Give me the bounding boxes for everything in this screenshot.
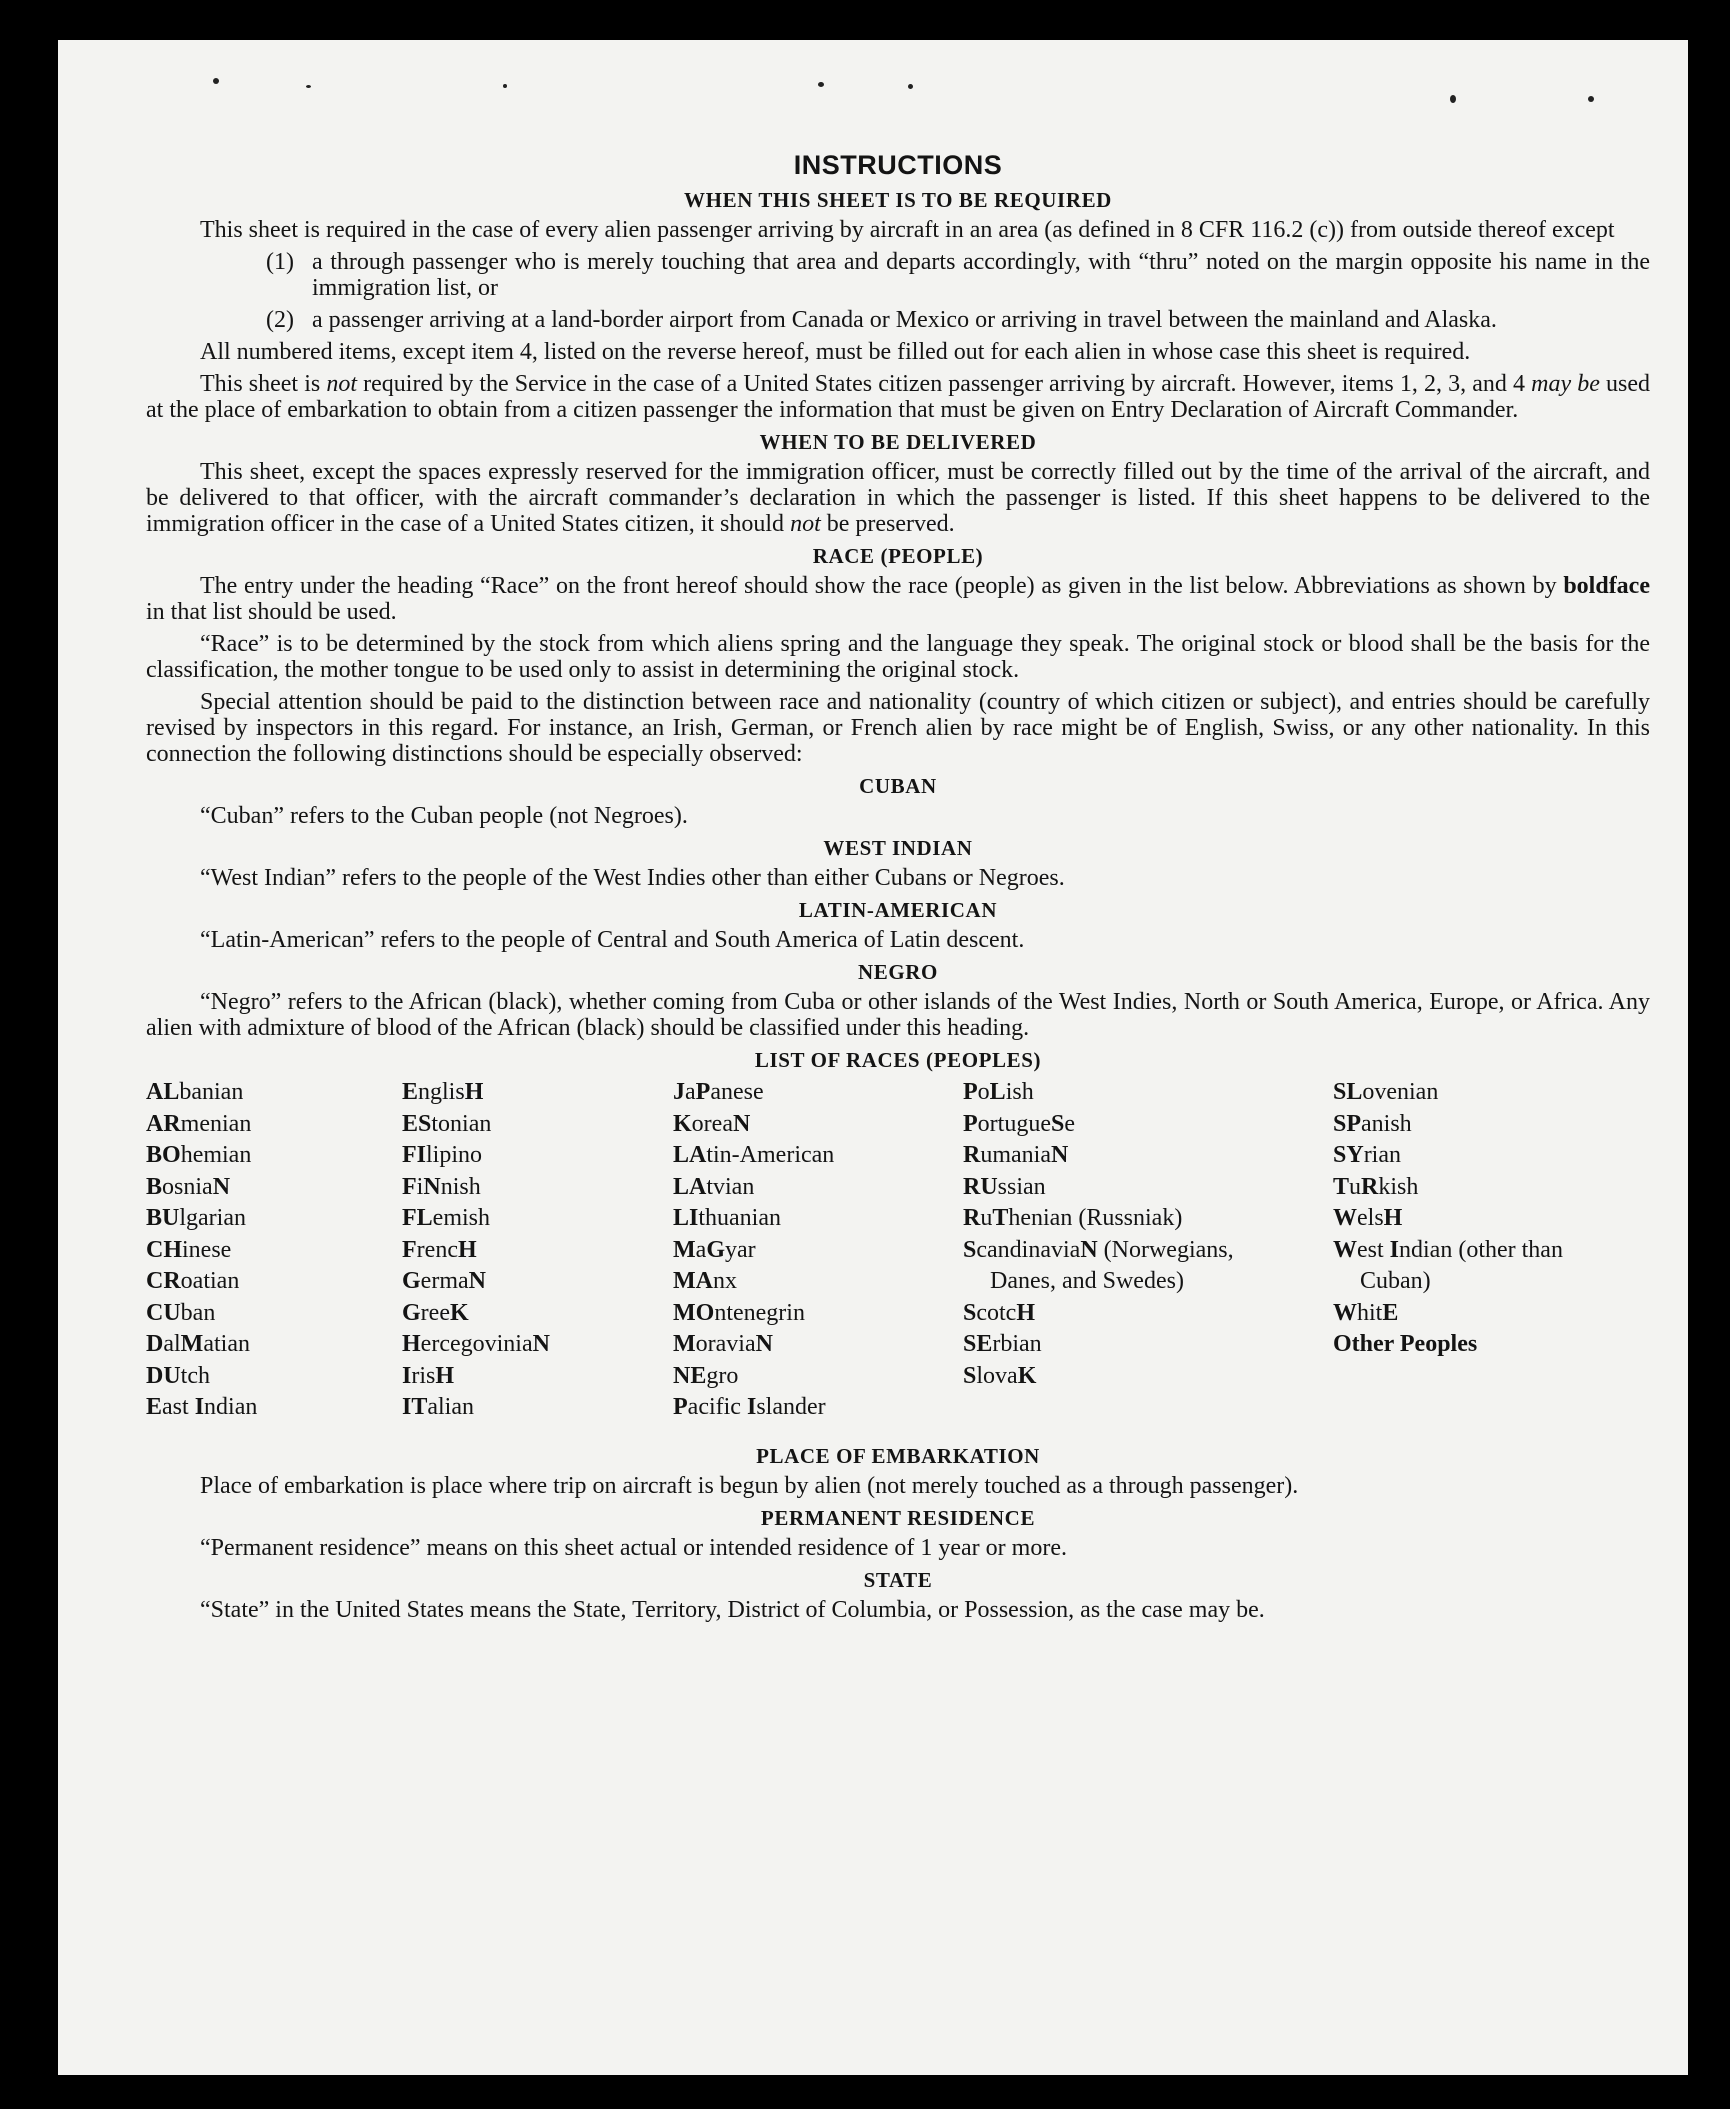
race-name-part: ovenian — [1362, 1079, 1439, 1105]
race-abbreviation: DU — [146, 1362, 181, 1389]
race-abbreviation: L — [989, 1079, 1006, 1105]
race-name-part: yar — [724, 1236, 756, 1263]
race-abbreviation: D — [146, 1331, 164, 1357]
exception-item-2 — [266, 307, 1650, 333]
race-name-part: umania — [980, 1142, 1051, 1168]
race-name-part: (Norwegians, Danes, and Swedes) — [990, 1236, 1234, 1294]
race-abbreviation: T — [992, 1205, 1009, 1231]
race-name-part: lgarian — [179, 1205, 246, 1231]
item-text: a passenger arriving at a land-border airport from Canada or Mexico or arriving in travel between the mainland and Alaska. — [312, 307, 1497, 333]
race-entry — [963, 1140, 1263, 1172]
heading-cuban: CUBAN — [859, 774, 937, 798]
race-abbreviation: AR — [146, 1110, 181, 1137]
race-name-part: lipino — [426, 1142, 483, 1168]
race-abbreviation: SE — [963, 1331, 993, 1357]
race-name-part: gro — [706, 1362, 739, 1389]
race-abbreviation: H — [1383, 1205, 1403, 1231]
race-name-part: atian — [203, 1331, 250, 1357]
race-abbreviation: CU — [146, 1299, 181, 1326]
race-column — [1333, 1077, 1593, 1361]
instructions-body — [146, 110, 1650, 1629]
race-abbreviation: K — [449, 1299, 469, 1326]
race-name-part: o — [977, 1079, 990, 1105]
race-entry — [146, 1203, 386, 1235]
race-abbreviation: CR — [146, 1268, 181, 1294]
race-abbreviation: N — [532, 1331, 550, 1357]
item-text: a through passenger who is merely touching that area and departs accordingly, with “thru” noted on the margin opposite his name in the immigration list, or — [312, 249, 1650, 301]
speck — [503, 84, 507, 88]
race-abbreviation: H — [402, 1331, 421, 1357]
race-entry — [673, 1235, 953, 1267]
race-entry — [402, 1203, 662, 1235]
race-abbreviation: E — [146, 1394, 163, 1420]
race-abbreviation: I — [746, 1394, 757, 1420]
race-entry — [146, 1172, 386, 1204]
race-abbreviation: S — [1050, 1110, 1065, 1137]
race-entry — [673, 1361, 953, 1393]
race-abbreviation: N — [1050, 1142, 1069, 1168]
race-column — [402, 1077, 662, 1424]
race-entry — [402, 1298, 662, 1330]
race-abbreviation: H — [464, 1079, 484, 1105]
document-sheet — [58, 40, 1688, 2075]
race-abbreviation: S — [963, 1236, 977, 1263]
race-name-part: i — [416, 1173, 424, 1200]
race-entry — [402, 1077, 662, 1109]
race-abbreviation: SL — [1333, 1079, 1363, 1105]
race-name-part: els — [1357, 1205, 1384, 1231]
race-entry — [1333, 1298, 1593, 1330]
speck — [908, 84, 913, 89]
race-abbreviation: MO — [673, 1299, 715, 1326]
race-abbreviation: G — [402, 1299, 421, 1326]
race-abbreviation: MA — [673, 1268, 713, 1294]
race-name-part: menian — [180, 1110, 252, 1137]
race-abbreviation: CH — [146, 1236, 182, 1263]
race-name-part: a — [685, 1079, 696, 1105]
heading-latin-american: LATIN-AMERICAN — [798, 898, 998, 922]
race-abbreviation: N — [1080, 1236, 1098, 1263]
race-abbreviation: H — [435, 1362, 455, 1389]
race-name-part: erma — [420, 1268, 469, 1294]
race-name-part: oravia — [695, 1331, 756, 1357]
race-name-part: nglis — [418, 1079, 465, 1105]
heading-when-required: WHEN THIS SHEET IS TO BE REQUIRED — [684, 188, 1112, 212]
race-column — [146, 1077, 386, 1424]
race-entry — [402, 1235, 662, 1267]
race-name-part: tvian — [706, 1173, 755, 1200]
race-entry — [146, 1266, 386, 1298]
race-name-part: rbian — [992, 1331, 1042, 1357]
race-abbreviation: RU — [963, 1173, 998, 1200]
race-entry — [146, 1298, 386, 1330]
race-entry — [1333, 1172, 1593, 1204]
speck — [818, 82, 824, 87]
race-abbreviation: T — [1333, 1173, 1350, 1200]
race-entry — [402, 1109, 662, 1141]
race-abbreviation: P — [963, 1110, 978, 1137]
race-name-part: banian — [179, 1079, 244, 1105]
race-abbreviation: ES — [402, 1110, 432, 1137]
paragraph-race-definition: “Race” is to be determined by the stock from which aliens spring and the language they speak. The original stock or blood shall be the basis for the classification, the mother tongue to be used only to assist in determining the original stock. — [146, 631, 1650, 683]
race-entry — [963, 1203, 1263, 1235]
race-entry — [1333, 1235, 1593, 1298]
race-entry — [673, 1329, 953, 1361]
race-abbreviation: E — [1382, 1299, 1399, 1326]
speck — [1450, 95, 1456, 103]
race-name-part: ndian (other than Cuban) — [1360, 1236, 1563, 1294]
race-name-part: ban — [180, 1299, 216, 1326]
race-abbreviation: E — [402, 1079, 419, 1105]
race-abbreviation: BU — [146, 1205, 180, 1231]
race-entry — [673, 1203, 953, 1235]
heading-permanent-residence: PERMANENT RESIDENCE — [760, 1506, 1036, 1530]
race-name-part: u — [1349, 1173, 1362, 1200]
race-column — [673, 1077, 953, 1424]
race-name-part: emish — [432, 1205, 490, 1231]
heading-race: RACE (PEOPLE) — [812, 544, 984, 568]
race-abbreviation: SY — [1333, 1142, 1364, 1168]
race-name-part: lova — [976, 1362, 1018, 1389]
race-entry — [402, 1266, 662, 1298]
race-abbreviation: R — [963, 1142, 981, 1168]
race-abbreviation: LA — [673, 1173, 707, 1200]
race-entry — [1333, 1109, 1593, 1141]
race-abbreviation: P — [963, 1079, 978, 1105]
race-name-part: orea — [691, 1110, 733, 1137]
race-abbreviation: M — [673, 1236, 696, 1263]
race-name-part: a — [695, 1236, 707, 1263]
race-abbreviation: BO — [146, 1142, 181, 1168]
heading-place-of-embarkation: PLACE OF EMBARKATION — [756, 1444, 1040, 1468]
race-entry — [146, 1392, 386, 1424]
race-entry — [146, 1077, 386, 1109]
paragraph-distinction: Special attention should be paid to the distinction between race and nationality (country of which citizen or subject), and entries should be carefully revised by inspectors in this regard. For instance, an Irish, German, or French alien by race might be of English, Swiss, or any other nationality. In this connection the following distinctions should be especially observed: — [146, 689, 1650, 767]
race-abbreviation: FL — [402, 1205, 433, 1231]
race-name-part: tin-American — [706, 1142, 835, 1168]
race-abbreviation: F — [402, 1236, 417, 1263]
race-entry — [402, 1140, 662, 1172]
race-entry — [1333, 1329, 1593, 1361]
race-entry — [673, 1109, 953, 1141]
race-name-part: cotc — [976, 1299, 1017, 1326]
race-abbreviation: N — [755, 1331, 773, 1357]
race-entry — [1333, 1203, 1593, 1235]
race-name-part: ree — [420, 1299, 450, 1326]
race-abbreviation: R — [1361, 1173, 1379, 1200]
race-entry — [146, 1235, 386, 1267]
race-entry — [402, 1329, 662, 1361]
race-entry — [963, 1077, 1263, 1109]
race-abbreviation: Other Peoples — [1333, 1331, 1478, 1357]
paragraph-citizen: This sheet is not required by the Service in the case of a United States citizen passenger arriving by aircraft. However, items 1, 2, 3, and 4 may be used at the place of embarkation to obtain from a citizen passenger the information that must be given on Entry Declaration of Aircraft Commander. — [146, 371, 1650, 423]
item-number: (1) — [266, 249, 294, 275]
race-abbreviation: W — [1333, 1205, 1357, 1231]
race-entry — [963, 1109, 1263, 1141]
speck — [1588, 96, 1594, 102]
race-entry — [673, 1172, 953, 1204]
race-name-part: ortugue — [977, 1110, 1051, 1137]
paragraph-numbered-items: All numbered items, except item 4, listed on the reverse hereof, must be filled out for each alien in whose case this sheet is required. — [200, 339, 1471, 365]
race-abbreviation: N — [468, 1268, 486, 1294]
race-entry — [673, 1392, 953, 1424]
race-entry — [963, 1235, 1263, 1298]
race-entry — [146, 1140, 386, 1172]
race-name-part: e — [1064, 1110, 1075, 1137]
race-entry — [1333, 1077, 1593, 1109]
race-name-part: alian — [427, 1394, 474, 1420]
race-abbreviation: I — [1389, 1236, 1400, 1263]
race-abbreviation: G — [402, 1268, 421, 1294]
race-name-part: ssian — [997, 1173, 1046, 1200]
race-name-part: slander — [756, 1394, 826, 1420]
race-abbreviation: IT — [402, 1394, 428, 1420]
race-name-part: hit — [1357, 1299, 1383, 1326]
race-name-part: oatian — [180, 1268, 240, 1294]
race-abbreviation: W — [1333, 1299, 1357, 1326]
race-abbreviation: FI — [402, 1142, 426, 1168]
race-entry — [673, 1077, 953, 1109]
paragraph-state: “State” in the United States means the State, Territory, District of Columbia, or Possession, as the case may be. — [200, 1597, 1265, 1623]
race-entry — [673, 1266, 953, 1298]
race-name-part: nish — [440, 1173, 481, 1200]
race-column — [963, 1077, 1263, 1392]
paragraph-race-entry: The entry under the heading “Race” on the front hereof should show the race (people) as given in the list below. Abbreviations as shown by boldface in that list should be used. — [146, 573, 1650, 625]
heading-west-indian: WEST INDIAN — [823, 836, 973, 860]
paragraph-negro: “Negro” refers to the African (black), whether coming from Cuba or other islands of the West Indies, North or South America, Europe, or Africa. Any alien with admixture of blood of the African (black) should be classified under this heading. — [146, 989, 1650, 1041]
race-abbreviation: N — [212, 1173, 231, 1200]
race-name-part: ris — [411, 1362, 436, 1389]
paragraph-latin-american: “Latin-American” refers to the people of Central and South America of Latin descent. — [200, 927, 1025, 953]
race-entry — [673, 1298, 953, 1330]
race-name-part: kish — [1378, 1173, 1419, 1200]
race-entry — [963, 1298, 1263, 1330]
race-abbreviation: LA — [673, 1142, 707, 1168]
paragraph-residence: “Permanent residence” means on this sheet actual or intended residence of 1 year or more. — [200, 1535, 1067, 1561]
race-name-part: acific — [687, 1394, 747, 1420]
race-abbreviation: B — [146, 1173, 163, 1200]
heading-list-of-races: LIST OF RACES (PEOPLES) — [754, 1048, 1042, 1072]
race-entry — [963, 1329, 1263, 1361]
race-abbreviation: SP — [1333, 1110, 1362, 1137]
race-list — [146, 1077, 1650, 1437]
race-name-part: ercegovinia — [420, 1331, 533, 1357]
race-abbreviation: N — [732, 1110, 751, 1137]
race-abbreviation: K — [673, 1110, 692, 1137]
race-abbreviation: I — [194, 1394, 205, 1420]
race-entry — [402, 1392, 662, 1424]
paragraph-embarkation: Place of embarkation is place where trip on aircraft is begun by alien (not merely touched as a through passenger). — [200, 1473, 1299, 1499]
race-name-part: anish — [1361, 1110, 1412, 1137]
speck — [306, 85, 311, 88]
paragraph-requirement: This sheet is required in the case of every alien passenger arriving by aircraft in an area (as defined in 8 CFR 116.2 (c)) from outside thereof except — [200, 217, 1615, 243]
heading-when-delivered: WHEN TO BE DELIVERED — [759, 430, 1037, 454]
race-entry — [402, 1172, 662, 1204]
race-abbreviation: P — [673, 1394, 688, 1420]
race-abbreviation: H — [1016, 1299, 1036, 1326]
race-abbreviation: W — [1333, 1236, 1357, 1263]
race-abbreviation: AL — [146, 1079, 180, 1105]
race-entry — [673, 1140, 953, 1172]
race-abbreviation: S — [963, 1299, 977, 1326]
race-name-part: u — [980, 1205, 993, 1231]
race-name-part: ndian — [204, 1394, 258, 1420]
race-abbreviation: H — [457, 1236, 477, 1263]
speck — [213, 78, 219, 84]
race-name-part: ast — [162, 1394, 195, 1420]
race-entry — [146, 1361, 386, 1393]
race-entry — [146, 1109, 386, 1141]
race-name-part: al — [163, 1331, 181, 1357]
race-name-part: hemian — [180, 1142, 252, 1168]
race-abbreviation: K — [1017, 1362, 1037, 1389]
race-abbreviation: NE — [673, 1362, 707, 1389]
race-abbreviation: S — [963, 1362, 977, 1389]
heading-negro: NEGRO — [857, 960, 938, 984]
race-name-part: est — [1357, 1236, 1390, 1263]
race-abbreviation: LI — [673, 1205, 699, 1231]
race-name-part: candinavia — [976, 1236, 1081, 1263]
race-name-part: tch — [180, 1362, 210, 1389]
race-name-part: anese — [710, 1079, 764, 1105]
race-name-part: thuanian — [698, 1205, 781, 1231]
race-entry — [146, 1329, 386, 1361]
race-abbreviation: P — [695, 1079, 711, 1105]
race-name-part: inese — [182, 1236, 232, 1263]
item-number: (2) — [266, 307, 294, 333]
race-entry — [1333, 1140, 1593, 1172]
race-name-part: rian — [1363, 1142, 1401, 1168]
page-title: INSTRUCTIONS — [793, 150, 1003, 180]
exception-item-1 — [266, 249, 1650, 301]
race-abbreviation: I — [402, 1362, 412, 1389]
race-name-part: ish — [1005, 1079, 1034, 1105]
race-name-part: henian (Russniak) — [1008, 1205, 1183, 1231]
race-name-part: renc — [416, 1236, 458, 1263]
race-name-part: osnia — [162, 1173, 213, 1200]
race-abbreviation: J — [673, 1079, 685, 1105]
race-abbreviation: M — [180, 1331, 204, 1357]
race-entry — [963, 1361, 1263, 1393]
paragraph-delivery: This sheet, except the spaces expressly reserved for the immigration officer, must be correctly filled out by the time of the arrival of the aircraft, and be delivered to that officer, with the aircraft commander’s declaration in which the passenger is listed. If this sheet happens to be delivered to the immigration officer in the case of a United States citizen, it should not be preserved. — [146, 459, 1650, 537]
race-abbreviation: M — [673, 1331, 696, 1357]
race-name-part: ntenegrin — [714, 1299, 805, 1326]
paragraph-west-indian: “West Indian” refers to the people of the West Indies other than either Cubans or Negroes. — [200, 865, 1065, 891]
heading-state: STATE — [863, 1568, 933, 1592]
race-abbreviation: R — [963, 1205, 981, 1231]
race-abbreviation: N — [423, 1173, 441, 1200]
race-abbreviation: G — [706, 1236, 725, 1263]
paragraph-cuban: “Cuban” refers to the Cuban people (not Negroes). — [200, 803, 688, 829]
race-name-part: tonian — [431, 1110, 492, 1137]
race-entry — [963, 1172, 1263, 1204]
race-entry — [402, 1361, 662, 1393]
race-name-part: nx — [712, 1268, 737, 1294]
race-abbreviation: F — [402, 1173, 417, 1200]
